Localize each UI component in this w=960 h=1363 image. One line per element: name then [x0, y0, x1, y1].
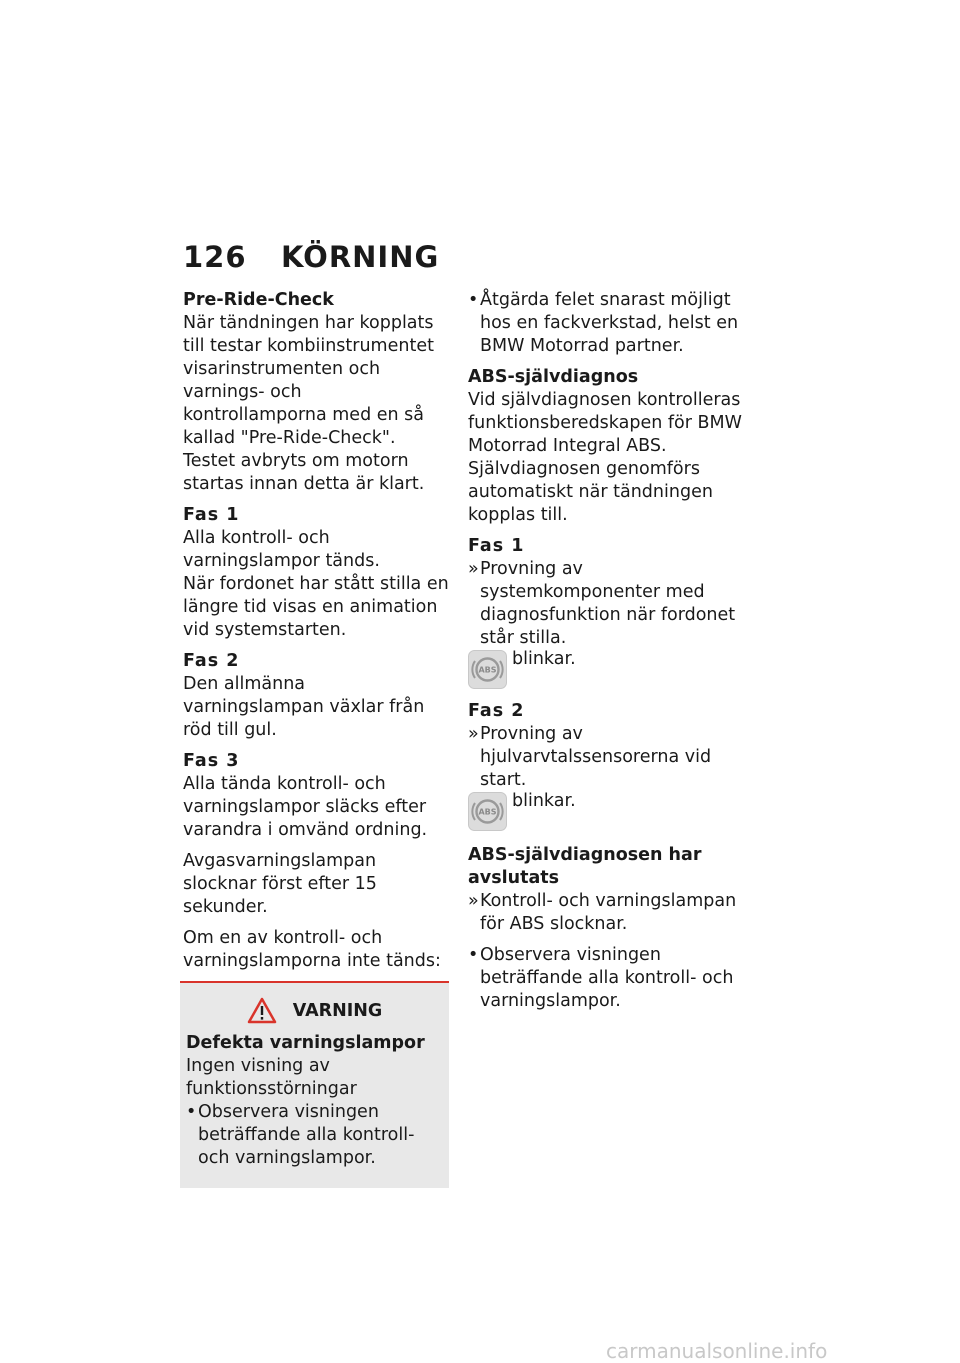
avgas-text: Avgasvarningslampan slocknar först efter 15 sekunder.: [183, 851, 377, 917]
bullet-mark: •: [186, 1102, 197, 1122]
abs-warning-lamp-icon: [468, 792, 507, 831]
right-column: [468, 289, 750, 1021]
abs-fas1-indicator: [468, 650, 750, 690]
abs-fas2-bullet: [468, 723, 750, 792]
page-header: [183, 240, 439, 274]
abs-icon-text: ABS: [478, 665, 497, 675]
abs-heading: ABS-självdiagnos: [468, 367, 639, 387]
bullet-mark: •: [468, 945, 479, 965]
abs-fas1-bullet: [468, 558, 750, 650]
fas3-heading: Fas 3: [183, 751, 240, 771]
fas2-heading: Fas 2: [183, 651, 240, 671]
observe-bullet-text: Observera visningen beträffande alla kontroll- och varningslampor.: [480, 945, 734, 1011]
fas2-text: Den allmänna varningslampan växlar från röd till gul.: [183, 674, 425, 740]
bullet-top-text: Åtgärda felet snarast möjligt hos en fackverkstad, helst en BMW Motorrad partner.: [480, 290, 739, 356]
warning-triangle-icon: [247, 997, 277, 1024]
abs-fas1-bullet-text: Provning av systemkomponenter med diagnosfunktion när fordonet står stilla.: [480, 559, 736, 648]
page-number: 126: [183, 240, 247, 274]
abs-fas2-blink: blinkar.: [512, 791, 576, 811]
watermark: carmanualsonline.info: [606, 1339, 828, 1363]
warning-title: Defekta varningslampor: [186, 1033, 425, 1053]
warning-bullet: [186, 1101, 443, 1170]
abs-fas1-heading: Fas 1: [468, 536, 525, 556]
bullet-top: [468, 289, 750, 358]
left-column: [183, 289, 449, 1188]
abs-text: Vid självdiagnosen kontrolleras funktionsberedskapen för BMW Motorrad Integral ABS. Självdiagnosen genomförs automatiskt när tändningen kopplas till.: [468, 390, 742, 525]
chapter-title: KÖRNING: [281, 240, 440, 274]
warning-label: VARNING: [292, 1000, 383, 1021]
abs-icon-text: ABS: [478, 807, 497, 817]
abs-done-heading: ABS-självdiagnosen har avslutats: [468, 845, 702, 888]
abs-done-bullet-text: Kontroll- och varningslampan för ABS slocknar.: [480, 891, 737, 934]
fas1-text-2: När fordonet har stått stilla en längre tid visas en animation vid systemstarten.: [183, 574, 449, 640]
result-mark: »: [468, 559, 479, 579]
abs-fas2-heading: Fas 2: [468, 701, 525, 721]
abs-done-bullet: [468, 890, 750, 936]
result-mark: »: [468, 724, 479, 744]
abs-fas1-blink: blinkar.: [512, 649, 576, 669]
warning-text: Ingen visning av funktionsstörningar: [186, 1056, 357, 1099]
warning-bullet-text: Observera visningen beträffande alla kontroll- och varningslampor.: [198, 1102, 415, 1168]
pre-ride-text: När tändningen har kopplats till testar kombiinstrumentet visarinstrumenten och varnings- och kontrollamporna med en så kallad "Pre-Ride-Check". Testet avbryts om motorn startas innan detta är klart.: [183, 313, 434, 494]
abs-fas2-indicator: [468, 792, 750, 832]
warning-header: [186, 997, 443, 1024]
warning-box: [180, 981, 449, 1188]
bullet-mark: •: [468, 290, 479, 310]
abs-fas2-bullet-text: Provning av hjulvarvtalssensorerna vid start.: [480, 724, 712, 790]
result-mark: »: [468, 891, 479, 911]
observe-bullet: [468, 944, 750, 1013]
fas1-heading: Fas 1: [183, 505, 240, 525]
fas1-text-1: Alla kontroll- och varningslampor tänds.: [183, 528, 380, 571]
om-text: Om en av kontroll- och varningslamporna inte tänds:: [183, 928, 441, 971]
abs-warning-lamp-icon: [468, 650, 507, 689]
fas3-text: Alla tända kontroll- och varningslampor släcks efter varandra i omvänd ordning.: [183, 774, 428, 840]
pre-ride-heading: Pre-Ride-Check: [183, 290, 334, 310]
